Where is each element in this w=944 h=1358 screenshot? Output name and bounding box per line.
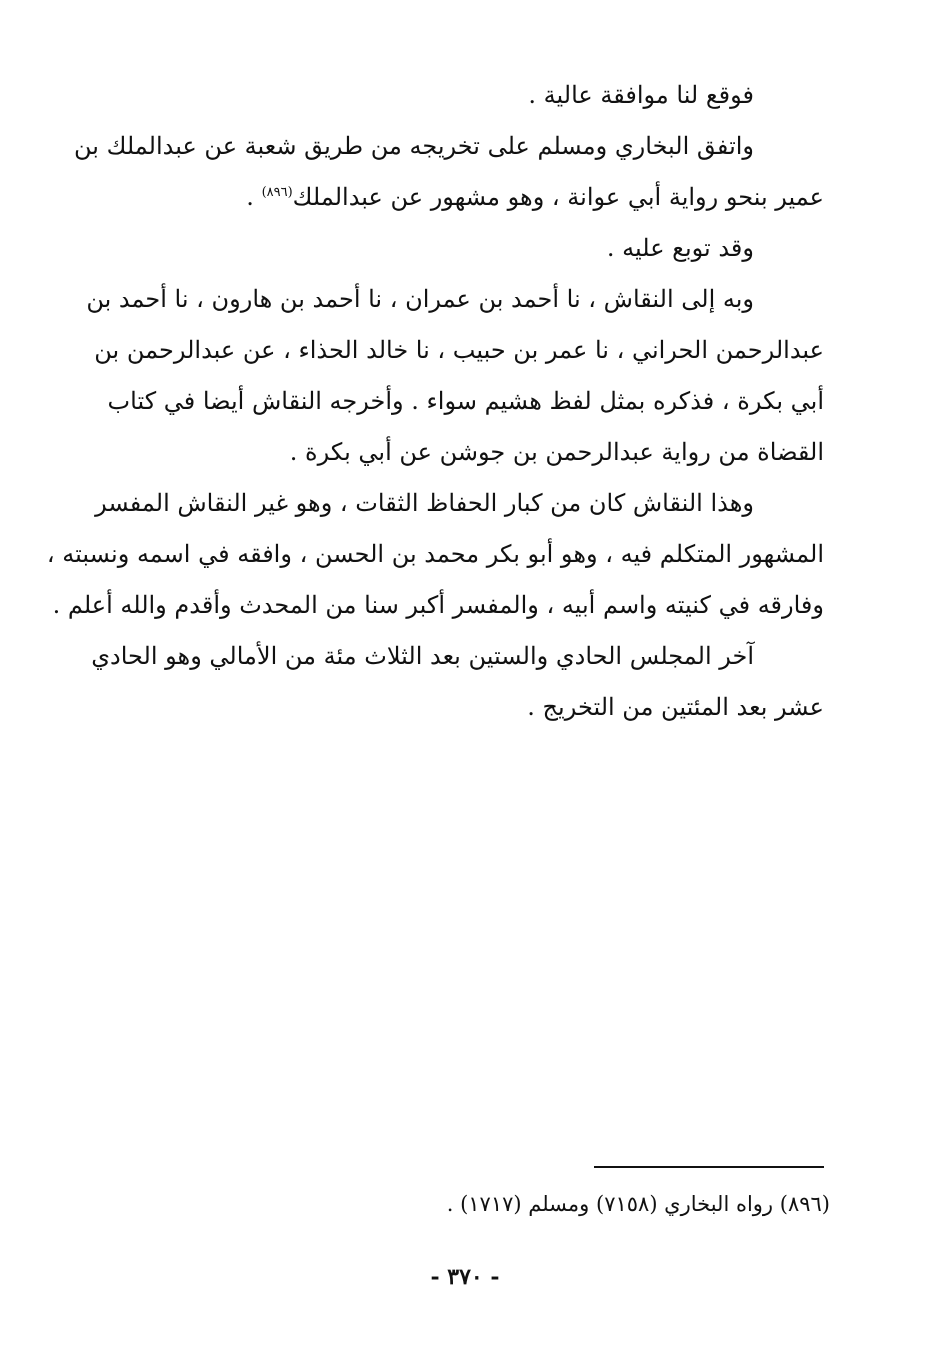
paragraph-2 <box>74 121 824 223</box>
text-line: وقد توبع عليه . <box>606 234 754 262</box>
footnote-separator <box>594 1166 824 1168</box>
text-line: وفارقه في كنيته واسم أبيه ، والمفسر أكبر سنا من المحدث وأقدم والله أعلم . <box>52 591 824 619</box>
text-line: واتفق البخاري ومسلم على تخريجه من طريق شعبة عن عبدالملك بن <box>74 132 754 160</box>
paragraph-6 <box>91 631 824 733</box>
footnote-reference: (٨٩٦) <box>261 185 293 200</box>
paragraph-4 <box>86 274 824 478</box>
text-line: عمير بنحو رواية أبي عوانة ، وهو مشهور عن عبدالملك <box>292 183 824 211</box>
text-line: القضاة من رواية عبدالرحمن بن جوشن عن أبي بكرة . <box>289 438 824 466</box>
paragraph-5 <box>46 478 824 631</box>
text-line: عشر بعد المئتين من التخريج . <box>527 693 824 721</box>
text-line: عبدالرحمن الحراني ، نا عمر بن حبيب ، نا خالد الحذاء ، عن عبدالرحمن بن <box>94 336 824 364</box>
paragraph-1 <box>108 70 824 121</box>
text-line: وهذا النقاش كان من كبار الحفاظ الثقات ، وهو غير النقاش المفسر <box>95 489 754 517</box>
line-tail: . <box>246 183 262 211</box>
text-line: المشهور المتكلم فيه ، وهو أبو بكر محمد بن الحسن ، وافقه في اسمه ونسبته ، <box>46 540 824 568</box>
text-line: وبه إلى النقاش ، نا أحمد بن عمران ، نا أحمد بن هارون ، نا أحمد بن <box>86 285 754 313</box>
footnote: (٨٩٦) رواه البخاري (٧١٥٨) ومسلم (١٧١٧) . <box>446 1192 830 1216</box>
text-line: فوقع لنا موافقة عالية . <box>528 81 754 109</box>
text-line: آخر المجلس الحادي والستين بعد الثلاث مئة من الأمالي وهو الحادي <box>91 642 754 670</box>
page-number: - ٣٧٠ - <box>430 1264 500 1290</box>
text-line-with-footnote <box>108 172 824 223</box>
main-text <box>46 70 824 733</box>
paragraph-3 <box>108 223 824 274</box>
text-line: أبي بكرة ، فذكره بمثل لفظ هشيم سواء . وأخرجه النقاش أيضا في كتاب <box>107 387 824 415</box>
